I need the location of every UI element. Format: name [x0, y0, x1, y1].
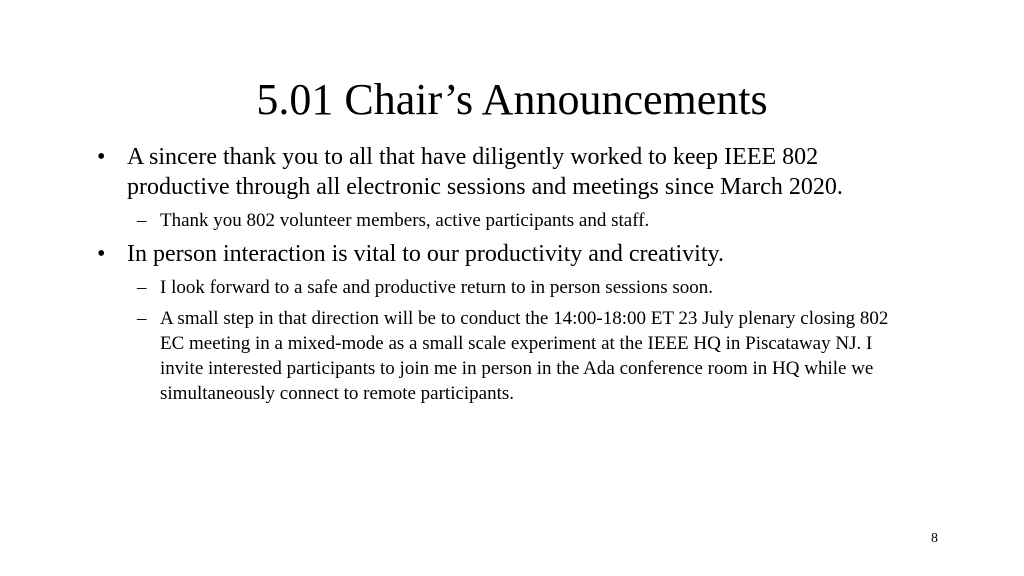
- sub-bullet-item: [137, 208, 917, 233]
- page-number: 8: [931, 531, 938, 546]
- sub-bullet-text: Thank you 802 volunteer members, active participants and staff.: [160, 210, 650, 231]
- dash-icon: –: [137, 277, 147, 298]
- bullet-item: [97, 142, 917, 202]
- sub-bullet-text: I look forward to a safe and productive return to in person sessions soon.: [160, 277, 713, 298]
- bullet-text: A sincere thank you to all that have diligently worked to keep IEEE 802 productive through all electronic sessions and meetings since March 2020.: [127, 144, 843, 200]
- slide-body: [97, 142, 917, 412]
- slide-title: 5.01 Chair’s Announcements: [256, 75, 768, 124]
- bullet-icon: •: [97, 241, 106, 267]
- bullet-item: [97, 239, 917, 269]
- sub-bullet-item: [137, 306, 917, 406]
- bullet-icon: •: [97, 144, 106, 170]
- sub-bullet-text: A small step in that direction will be to conduct the 14:00-18:00 ET 23 July plenary closing 802 EC meeting in a mixed-mode as a small scale experiment at the IEEE HQ in Piscataway NJ. I invite interested participants to join me in person in the Ada conference room in HQ while we simultaneously connect to remote participants.: [160, 308, 889, 404]
- dash-icon: –: [137, 308, 147, 329]
- sub-bullet-item: [137, 275, 917, 300]
- bullet-text: In person interaction is vital to our productivity and creativity.: [127, 241, 724, 267]
- dash-icon: –: [137, 210, 147, 231]
